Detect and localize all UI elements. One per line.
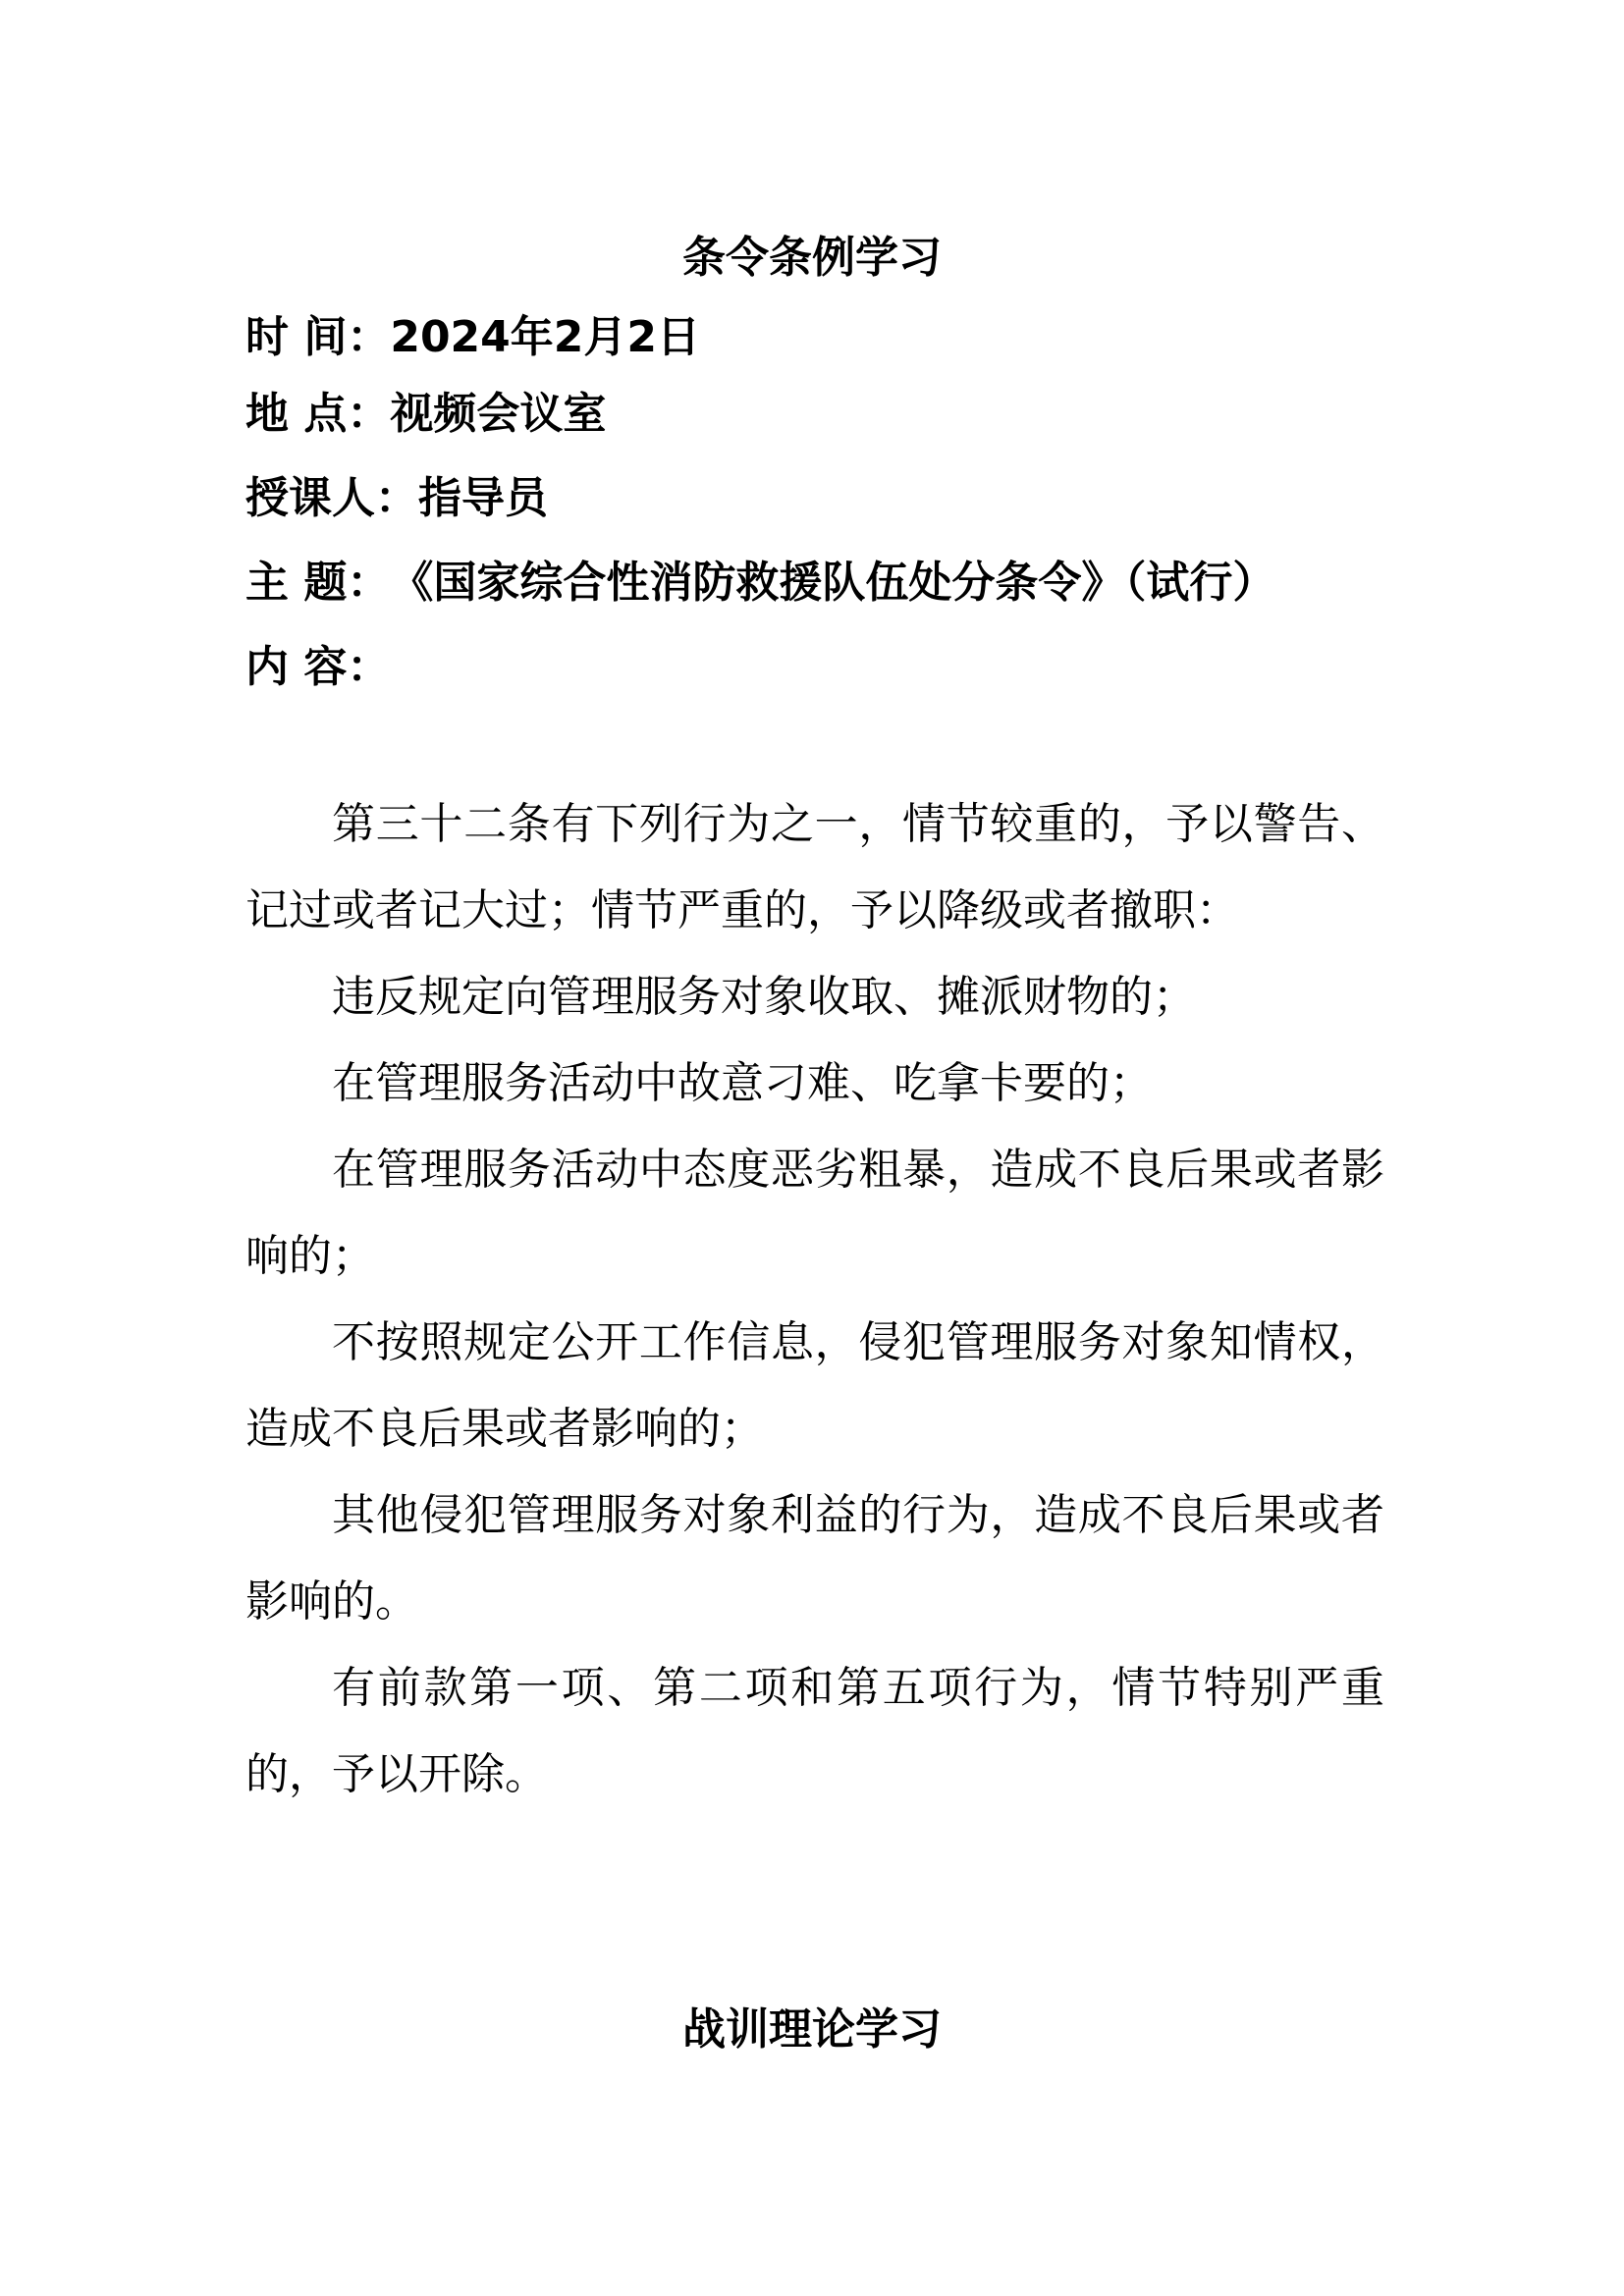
- time-value: 2024年2月2日: [390, 312, 701, 362]
- instructor-label: 授课人：: [245, 473, 418, 523]
- paragraph-item-1: 违反规定向管理服务对象收取、摊派财物的；: [332, 972, 1196, 1022]
- place-value: 视频会议室: [390, 389, 607, 439]
- topic-line: [245, 556, 1275, 611]
- section-title: 条令条例学习: [682, 233, 942, 283]
- time-line: [245, 310, 700, 365]
- content-body: [245, 781, 1384, 1818]
- section-title-2: 战训理论学习: [682, 2004, 942, 2055]
- time-label: 时 间：: [245, 312, 391, 362]
- instructor-line: [245, 471, 548, 526]
- place-label: 地 点：: [245, 389, 391, 439]
- paragraph-item-3: 在管理服务活动中态度恶劣粗暴，造成不良后果或者影响的；: [245, 1145, 1384, 1281]
- content-line: [245, 640, 390, 695]
- content-label: 内 容：: [245, 642, 391, 692]
- place-line: [245, 387, 606, 442]
- paragraph-item-5: 其他侵犯管理服务对象利益的行为，造成不良后果或者影响的。: [245, 1490, 1384, 1627]
- instructor-value: 指导员: [418, 473, 548, 523]
- topic-value: 《国家综合性消防救援队伍处分条令》（试行）: [390, 558, 1276, 608]
- paragraph-item-2: 在管理服务活动中故意刁难、吃拿卡要的；: [332, 1058, 1153, 1108]
- paragraph-article-32: 第三十二条有下列行为之一，情节较重的，予以警告、记过或者记大过；情节严重的，予以降级或者撤职：: [245, 799, 1384, 935]
- paragraph-closing: 有前款第一项、第二项和第五项行为，情节特别严重的，予以开除。: [245, 1663, 1384, 1799]
- topic-label: 主 题：: [245, 558, 391, 608]
- paragraph-item-4: 不按照规定公开工作信息，侵犯管理服务对象知情权，造成不良后果或者影响的；: [245, 1317, 1384, 1454]
